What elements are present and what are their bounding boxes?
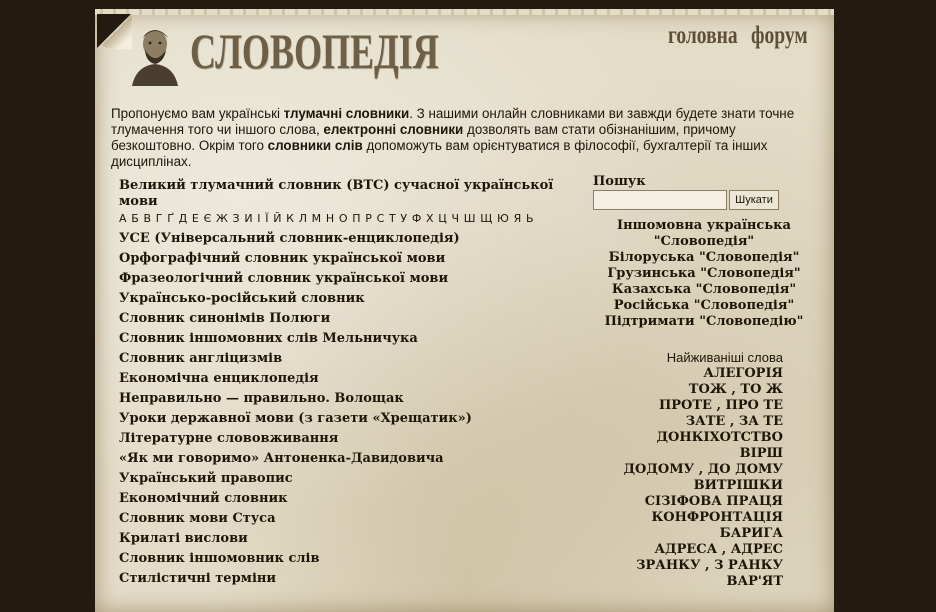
intro-bold-electronic: електронні словники [323, 122, 464, 137]
dictionary-link[interactable]: Словник іншомовник слів [119, 551, 320, 566]
search-input[interactable] [593, 190, 727, 210]
alphabet-letter[interactable]: І [257, 212, 262, 225]
dictionary-link[interactable]: Український правопис [119, 471, 293, 486]
popular-word-link[interactable]: ДОДОМУ , ДО ДОМУ [623, 462, 783, 477]
alphabet-letter[interactable]: В [143, 212, 152, 225]
language-version-link[interactable]: Казахська "Словопедія" [611, 282, 797, 297]
alphabet-index [119, 212, 569, 226]
dictionary-link[interactable]: Словник іншомовних слів Мельничука [119, 331, 418, 346]
alphabet-letter[interactable]: Ф [411, 212, 422, 225]
alphabet-letter[interactable]: Ц [438, 212, 448, 225]
alphabet-letter[interactable]: Ї [265, 212, 270, 225]
alphabet-letter[interactable]: Б [131, 212, 140, 225]
dictionary-link[interactable]: Стилістичні терміни [119, 571, 277, 586]
popular-word-link[interactable]: ТОЖ , ТО Ж [688, 382, 783, 397]
search-button[interactable]: Шукати [729, 190, 779, 210]
alphabet-letter[interactable]: Р [365, 212, 373, 225]
language-version-link[interactable]: "Словопедія" [653, 234, 755, 249]
alphabet-letter[interactable]: Ш [463, 212, 477, 225]
dictionary-link[interactable]: Українсько-російський словник [119, 291, 365, 306]
alphabet-letter[interactable]: М [311, 212, 322, 225]
alphabet-letter[interactable]: Л [298, 212, 308, 225]
dictionary-list [119, 178, 569, 591]
alphabet-letter[interactable]: Ч [451, 212, 460, 225]
alphabet-letter[interactable]: Т [388, 212, 397, 225]
popular-word-link[interactable]: ВАР'ЯТ [726, 574, 783, 589]
search-label: Пошук [593, 174, 646, 189]
language-version-link[interactable]: Російська "Словопедія" [613, 298, 795, 313]
alphabet-letter[interactable]: И [244, 212, 254, 225]
alphabet-letter[interactable]: К [286, 212, 295, 225]
alphabet-letter[interactable]: Ґ [167, 212, 175, 225]
alphabet-letter[interactable]: П [352, 212, 362, 225]
shevchenko-portrait-icon [128, 22, 180, 86]
dictionary-link[interactable]: Словник синонімів Полюги [119, 311, 331, 326]
popular-word-link[interactable]: ВИТРІШКИ [693, 478, 783, 493]
popular-words-title: Найживаніші слова [666, 350, 783, 365]
alphabet-letter[interactable]: Ю [497, 212, 510, 225]
dictionary-link[interactable]: Орфографічний словник української мови [119, 251, 446, 266]
intro-bold-words: словники слів [267, 138, 363, 153]
dictionary-link[interactable]: Уроки державної мови (з газети «Хрещатик») [119, 411, 472, 426]
page-curl-fold [98, 15, 132, 49]
alphabet-letter[interactable]: Х [426, 212, 435, 225]
popular-word-link[interactable]: ПРОТЕ , ПРО ТЕ [658, 398, 783, 413]
alphabet-letter[interactable]: Н [325, 212, 335, 225]
dictionary-link[interactable]: Економічна енциклопедія [119, 371, 319, 386]
intro-paragraph: Пропонуємо вам українські тлумачні словники. З нашими онлайн словниками ви завжди будете знати точне тлумачення того чи іншого слова, електронні словники дозволять вам стати обізнанішим, причому безкоштовно. Окрім того словники слів допоможуть вам орієнтуватися в філософії, бухгалтерії та інших дисциплінах. [111, 106, 795, 169]
popular-word-link[interactable]: КОНФРОНТАЦІЯ [651, 510, 783, 525]
dictionary-link[interactable]: Економічний словник [119, 491, 288, 506]
popular-word-link[interactable]: ВІРШ [739, 446, 783, 461]
alphabet-letter[interactable]: Е [191, 212, 200, 225]
dictionary-link-vts[interactable]: Великий тлумачний словник (ВТС) сучасної української мови [119, 178, 554, 209]
language-version-link[interactable]: Грузинська "Словопедія" [607, 266, 801, 281]
alphabet-letter[interactable]: О [338, 212, 349, 225]
popular-word-link[interactable]: ДОНКІХОТСТВО [656, 430, 783, 445]
alphabet-letter[interactable]: Щ [480, 212, 493, 225]
popular-word-link[interactable]: ЗАТЕ , ЗА ТЕ [685, 414, 783, 429]
dictionary-link[interactable]: УСЕ (Універсальний словник-енциклопедія) [119, 231, 460, 246]
alphabet-letter[interactable]: Й [273, 212, 283, 225]
nav-forum-link[interactable]: форум [751, 22, 808, 49]
intro-bold-explanatory: тлумачні словники [283, 106, 410, 121]
dictionary-link[interactable]: Крилаті вислови [119, 531, 248, 546]
alphabet-letter[interactable]: Є [203, 212, 212, 225]
popular-word-link[interactable]: СІЗІФОВА ПРАЦЯ [644, 494, 783, 509]
nav-home-link[interactable]: головна [668, 22, 738, 49]
alphabet-letter[interactable]: У [400, 212, 408, 225]
dictionary-link[interactable]: Фразеологічний словник української мови [119, 271, 449, 286]
dictionary-link[interactable]: Літературне слововживання [119, 431, 339, 446]
alphabet-letter[interactable]: Д [178, 212, 188, 225]
language-version-link[interactable]: Іншомовна українська [617, 218, 791, 233]
popular-word-link[interactable]: ЗРАНКУ , З РАНКУ [636, 558, 783, 573]
language-version-link[interactable]: Білоруська "Словопедія" [608, 250, 800, 265]
language-version-link[interactable]: Підтримати "Словопедію" [604, 314, 804, 329]
alphabet-letter[interactable]: С [376, 212, 385, 225]
alphabet-letter[interactable]: Я [513, 212, 522, 225]
popular-word-link[interactable]: БАРИГА [719, 526, 783, 541]
alphabet-letter[interactable]: Ь [525, 212, 535, 225]
dictionary-link[interactable]: Словник англіцизмів [119, 351, 283, 366]
dictionary-link[interactable]: «Як ми говоримо» Антоненка-Давидовича [119, 451, 444, 466]
popular-word-link[interactable]: АЛЕГОРІЯ [703, 366, 783, 381]
alphabet-letter[interactable]: Г [155, 212, 164, 225]
site-logo[interactable]: СЛОВОПЕДІЯ [190, 23, 439, 79]
dictionary-link[interactable]: Неправильно — правильно. Волощак [119, 391, 404, 406]
popular-word-link[interactable]: АДРЕСА , АДРЕС [654, 542, 783, 557]
alphabet-letter[interactable]: Ж [215, 212, 229, 225]
alphabet-letter[interactable]: А [119, 212, 128, 225]
popular-words-list [580, 366, 783, 590]
dictionary-link[interactable]: Словник мови Стуса [119, 511, 276, 526]
alphabet-letter[interactable]: З [232, 212, 241, 225]
language-versions-list [588, 218, 820, 330]
